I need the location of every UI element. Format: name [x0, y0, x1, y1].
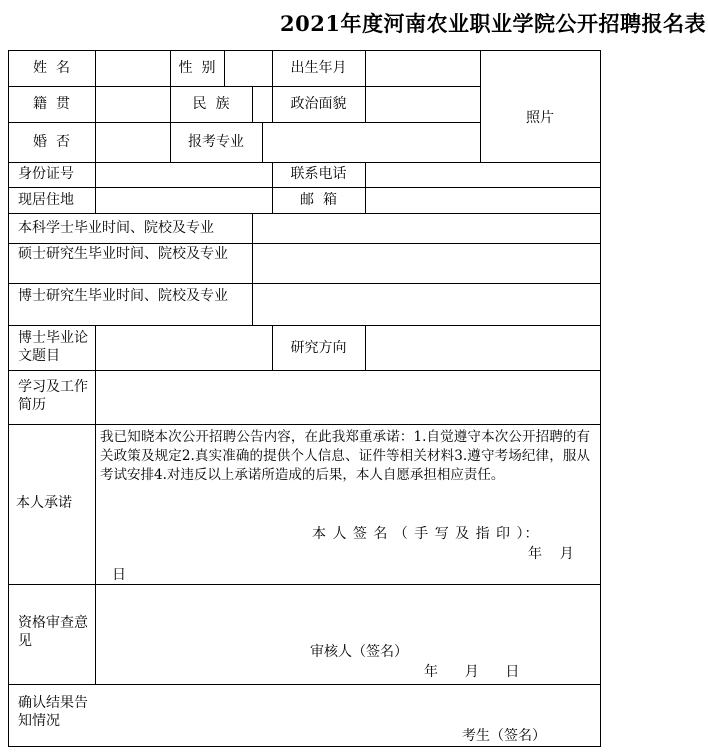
research-field[interactable]: [366, 326, 600, 370]
marital-field[interactable]: [96, 123, 170, 162]
promise-text: 我已知晓本次公开招聘公告内容，在此我郑重承诺：1.自觉遵守本次公开招聘的有关政策及规定2.真实准确的提供个人信息、证件等相关材料3.遵守考场纪律，服从考试安排4.对违反以上承诺所造成的后果，本人自愿承担相应责任。: [100, 429, 590, 483]
candidate-sign: 考生（签名）: [462, 728, 546, 744]
label-address: 现居住地: [18, 192, 74, 208]
review-date: 年 月 日: [424, 664, 520, 680]
label-research: 研究方向: [290, 340, 347, 356]
label-thesis: 博士毕业论文题目: [18, 330, 88, 364]
reviewer-sign: 审核人（签名）: [310, 644, 408, 660]
form-title: 2021年度河南农业职业学院公开招聘报名表: [280, 11, 706, 36]
confirm-field[interactable]: [96, 685, 600, 746]
label-review: 资格审查意见: [18, 615, 88, 649]
origin-field[interactable]: [96, 87, 170, 122]
label-confirm: 确认结果告知情况: [18, 695, 88, 729]
ethnicity-field[interactable]: [253, 87, 272, 122]
label-major: 报考专业: [188, 134, 244, 150]
table-border-bottom: [8, 746, 600, 747]
label-photo: 照片: [526, 110, 554, 126]
label-postcode: 邮 箱: [300, 192, 337, 208]
label-ethnicity: 民 族: [192, 96, 230, 112]
address-field[interactable]: [96, 188, 272, 213]
label-experience: 学习及工作简历: [18, 379, 88, 413]
label-id-number: 身份证号: [18, 166, 74, 182]
postcode-field[interactable]: [366, 188, 600, 213]
label-promise: 本人承诺: [16, 495, 72, 511]
table-border-left: [8, 50, 9, 747]
gender-field[interactable]: [225, 51, 272, 86]
review-field[interactable]: [96, 585, 600, 684]
politics-field[interactable]: [366, 87, 480, 122]
thesis-field[interactable]: [96, 326, 272, 370]
label-marital: 婚 否: [33, 134, 70, 150]
label-politics: 政治面貌: [290, 96, 347, 112]
label-birth: 出生年月: [290, 60, 347, 76]
phone-field[interactable]: [366, 163, 600, 187]
table-border-right: [600, 50, 601, 747]
label-gender: 性 别: [178, 60, 216, 76]
label-doctor: 博士研究生毕业时间、院校及专业: [18, 288, 228, 304]
bachelor-field[interactable]: [253, 214, 600, 243]
signature-line: 本 人 签 名 （ 手 写 及 指 印 ）：: [312, 526, 540, 542]
label-master: 硕士研究生毕业时间、院校及专业: [18, 246, 228, 262]
label-origin: 籍 贯: [33, 96, 70, 112]
doctor-field[interactable]: [253, 284, 600, 325]
promise-day: 日: [112, 567, 126, 583]
id-number-field[interactable]: [96, 163, 272, 187]
photo-area[interactable]: [481, 51, 600, 162]
label-name: 姓 名: [33, 60, 70, 76]
label-phone: 联系电话: [290, 166, 347, 182]
birth-field[interactable]: [366, 51, 480, 86]
label-bachelor: 本科学士毕业时间、院校及专业: [18, 220, 214, 236]
promise-year-month: 年 月: [528, 546, 574, 562]
master-field[interactable]: [253, 244, 600, 283]
experience-field[interactable]: [96, 371, 600, 424]
major-field[interactable]: [263, 123, 480, 162]
name-field[interactable]: [96, 51, 170, 86]
row-line: [8, 424, 600, 425]
